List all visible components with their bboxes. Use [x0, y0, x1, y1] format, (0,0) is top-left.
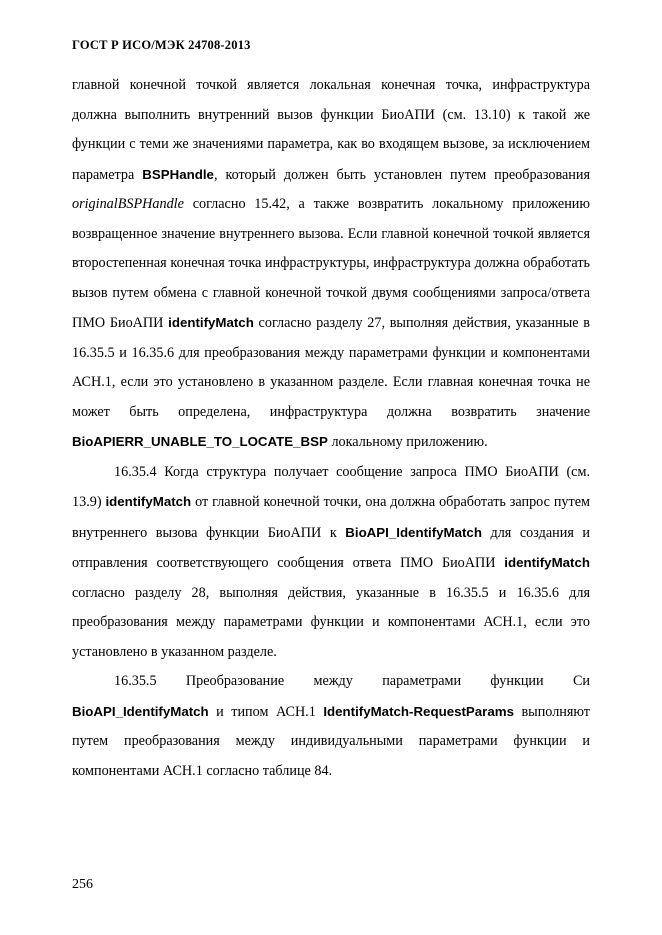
text-run: и типом АСН.1: [208, 703, 324, 720]
text-run: согласно 15.42, а также возвратить локальному приложению возвращенное значение внутреннего вызова. Если главной конечной точкой является второстепенная конечная точка инфраструктуры, инфраструктура должна обработать вызов путем обмена с главной конечной точкой двумя сообщениями запроса/ответа ПМО БиоАПИ: [72, 196, 590, 331]
text-run: выполняют путем преобразования между индивидуальными параметрами функции и компонентами АСН.1 согласно таблице 84.: [72, 703, 590, 779]
page-number: 256: [72, 877, 93, 892]
document-header: ГОСТ Р ИСО/МЭК 24708-2013: [72, 38, 251, 52]
emphasis-term: BioAPI_IdentifyMatch: [345, 524, 482, 540]
para-16-35-5: [72, 667, 590, 786]
emphasis-term: IdentifyMatch-RequestParams: [323, 703, 514, 719]
para-continuation: [72, 71, 590, 458]
text-run: 16.35.4 Когда структура получает сообщение запроса ПМО БиоАПИ (см. 13.9): [72, 463, 590, 510]
emphasis-term: BioAPIERR_UNABLE_TO_LOCATE_BSP: [72, 434, 328, 449]
text-run: локальному приложению.: [327, 434, 488, 450]
italic-term: originalBSPHandle: [72, 196, 184, 212]
text-run: согласно разделу 27, выполняя действия, указанные в 16.35.5 и 16.35.6 для преобразования между параметрами функции и компонентами АСН.1, если это установлено в указанном разделе. Если главная конечная точка не может быть определена, инфраструктура должна возвратить значение: [72, 315, 590, 420]
para-16-35-4: [72, 458, 590, 668]
emphasis-term: identifyMatch: [504, 555, 590, 570]
text-run: 16.35.5 Преобразование между параметрами функции Си: [114, 673, 590, 689]
text-run: , который должен быть установлен путем преобразования: [213, 166, 590, 183]
text-run: согласно разделу 28, выполняя действия, указанные в 16.35.5 и 16.35.6 для преобразования между параметрами функции и компонентами АСН.1, если это установлено в указанном разделе.: [72, 584, 590, 660]
emphasis-term: BioAPI_IdentifyMatch: [72, 703, 209, 719]
emphasis-term: BSPHandle: [142, 166, 214, 182]
emphasis-term: identifyMatch: [168, 315, 254, 330]
document-body: [72, 71, 590, 786]
text-run: главной конечной точкой является локальная конечная точка, инфраструктура должна выполнить внутренний вызов функции БиоАПИ (см. 13.10) к такой же функции с теми же значениями параметра, как во входящем вызове, за исключением параметра: [72, 77, 590, 183]
text-run: для создания и отправления соответствующего сообщения ответа ПМО БиоАПИ: [72, 524, 590, 571]
emphasis-term: identifyMatch: [105, 494, 192, 509]
text-run: от главной конечной точки, она должна обработать запрос путем внутреннего вызова функции БиоАПИ к: [72, 494, 590, 541]
